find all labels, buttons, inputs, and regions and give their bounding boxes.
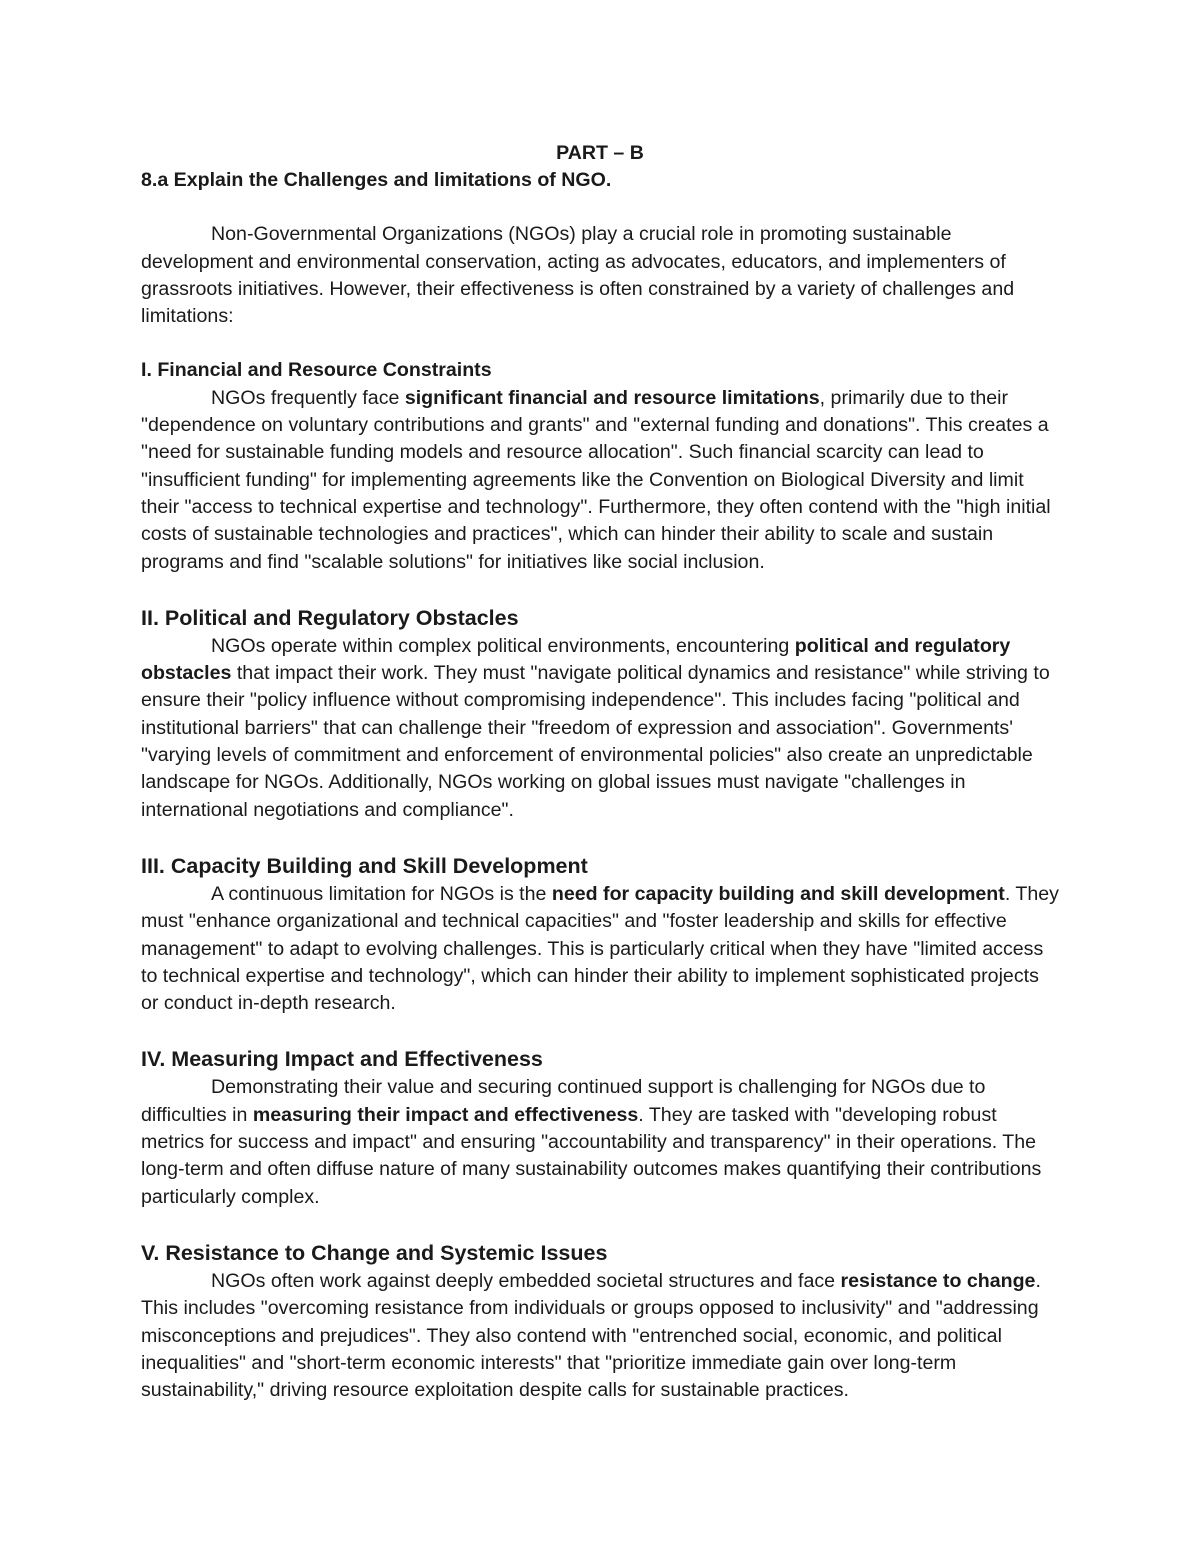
section-political — [141, 604, 1059, 824]
section-impact — [141, 1045, 1059, 1210]
section-title: III. Capacity Building and Skill Development — [141, 853, 588, 878]
section-paragraph: A continuous limitation for NGOs is the need for capacity building and skill development. They must "enhance organizational and technical capacities" and "foster leadership and skills for effective management" to adapt to evolving challenges. This is particularly critical when they have "limited access to technical expertise and technology", which can hinder their ability to implement sophisticated projects or conduct in-depth research. — [141, 882, 1059, 1015]
section-resistance — [141, 1239, 1059, 1404]
section-paragraph: NGOs frequently face significant financial and resource limitations, primarily due to their "dependence on voluntary contributions and grants" and "external funding and donations". This creates a "need for sustainable funding models and resource allocation". Such financial scarcity can lead to "insufficient funding" for implementing agreements like the Convention on Biological Diversity and limit their "access to technical expertise and technology". Furthermore, they often contend with the "high initial costs of sustainable technologies and practices", which can hinder their ability to scale and sustain programs and find "scalable solutions" for initiatives like social inclusion. — [141, 386, 1051, 573]
section-capacity — [141, 852, 1059, 1017]
emphasis: resistance to change — [840, 1269, 1036, 1292]
section-title: IV. Measuring Impact and Effectiveness — [141, 1047, 543, 1072]
section-title: V. Resistance to Change and Systemic Issues — [141, 1240, 608, 1265]
section-title: I. Financial and Resource Constraints — [141, 359, 492, 382]
part-title: PART – B — [556, 142, 644, 164]
section-paragraph: Demonstrating their value and securing continued support is challenging for NGOs due to difficulties in measuring their impact and effectiveness. They are tasked with "developing robust metrics for success and impact" and ensuring "accountability and transparency" in their operations. The long-term and often diffuse nature of many sustainability outcomes makes quantifying their contributions particularly complex. — [141, 1076, 1042, 1208]
question-heading: 8.a Explain the Challenges and limitations of NGO. — [141, 169, 612, 191]
emphasis: political and regulatory obstacles — [141, 634, 1011, 685]
emphasis: significant financial and resource limitations — [404, 386, 820, 409]
section-paragraph: NGOs operate within complex political environments, encountering political and regulatory obstacles that impact their work. They must "navigate political dynamics and resistance" while striving to ensure their "policy influence without compromising independence". This includes facing "political and institutional barriers" that can challenge their "freedom of expression and association". Governments' "varying levels of commitment and enforcement of environmental policies" also create an unpredictable landscape for NGOs. Additionally, NGOs working on global issues must navigate "challenges in international negotiations and compliance". — [141, 634, 1050, 821]
section-paragraph: NGOs often work against deeply embedded societal structures and face resistance to change. This includes "overcoming resistance from individuals or groups opposed to inclusivity" and "addressing misconceptions and prejudices". They also contend with "entrenched social, economic, and political inequalities" and "short-term economic interests" that "prioritize immediate gain over long-term sustainability," driving resource exploitation despite calls for sustainable practices. — [141, 1269, 1041, 1402]
section-title: II. Political and Regulatory Obstacles — [141, 605, 519, 630]
document-page — [141, 140, 1059, 1404]
emphasis: need for capacity building and skill development — [551, 882, 1005, 905]
intro-paragraph: Non-Governmental Organizations (NGOs) play a crucial role in promoting sustainable development and environmental conservation, acting as advocates, educators, and implementers of grassroots initiatives. However, their effectiveness is often constrained by a variety of challenges and limitations: — [141, 223, 1015, 328]
emphasis: measuring their impact and effectiveness — [252, 1103, 639, 1126]
section-financial — [141, 357, 1059, 575]
